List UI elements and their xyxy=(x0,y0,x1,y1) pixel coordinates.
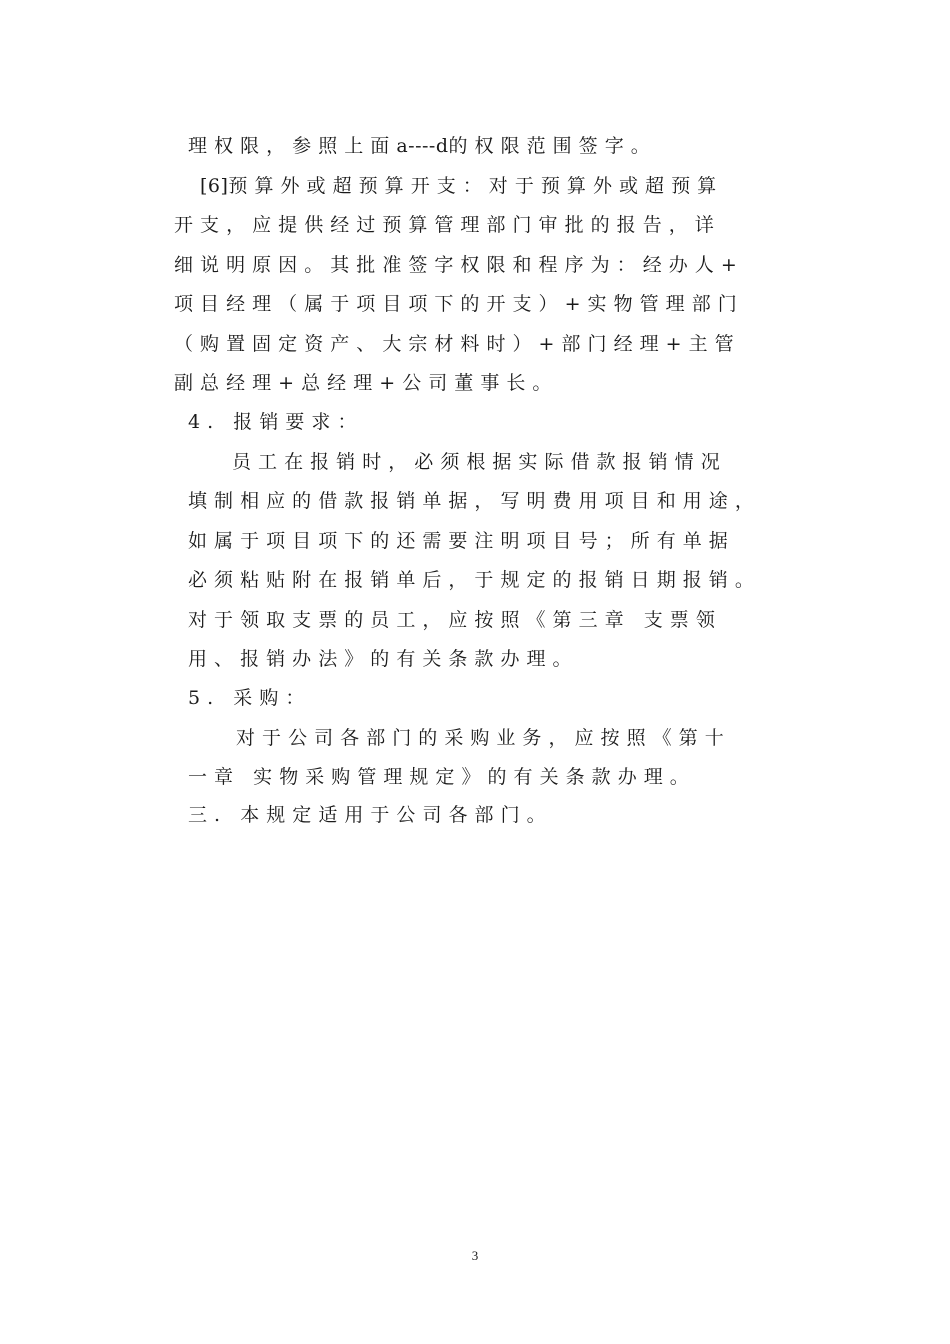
text-line: 填 制 相 应 的 借 款 报 销 单 据 ， 写 明 费 用 项 目 和 用 途 ， xyxy=(188,490,755,512)
text-line: 项 目 经 理 （ 属 于 项 目 项 下 的 开 支 ） + 实 物 管 理 部 门 xyxy=(174,293,738,315)
text-line: 开 支 ， 应 提 供 经 过 预 算 管 理 部 门 审 批 的 报 告 ， 详 xyxy=(174,214,715,236)
text-line: 如 属 于 项 目 项 下 的 还 需 要 注 明 项 目 号 ； 所 有 单 据 xyxy=(188,530,729,552)
text-line: 理 权 限 ， 参 照 上 面 a----d的 权 限 范 围 签 字 。 xyxy=(188,135,651,157)
text-line: 对 于 领 取 支 票 的 员 工 ， 应 按 照 《 第 三 章 支 票 领 xyxy=(188,609,716,631)
text-line: 员 工 在 报 销 时 ， 必 须 根 据 实 际 借 款 报 销 情 况 xyxy=(232,451,721,473)
page-number: 3 xyxy=(471,1248,479,1263)
text-line: 必 须 粘 贴 附 在 报 销 单 后 ， 于 规 定 的 报 销 日 期 报 销 。 xyxy=(188,569,755,591)
section-heading: 5 . 采 购 ： xyxy=(188,687,305,709)
section-heading: 三 . 本 规 定 适 用 于 公 司 各 部 门 。 xyxy=(188,804,547,826)
section-heading: 4 . 报 销 要 求 ： xyxy=(188,411,357,433)
text-line: 细 说 明 原 因 。 其 批 准 签 字 权 限 和 程 序 为 ： 经 办 人 + xyxy=(174,254,738,276)
text-line: 副 总 经 理 + 总 经 理 + 公 司 董 事 长 。 xyxy=(174,372,552,394)
text-line: （ 购 置 固 定 资 产 、 大 宗 材 料 时 ） + 部 门 经 理 + 主 管 xyxy=(174,333,735,355)
text-line: 一 章 实 物 采 购 管 理 规 定 》 的 有 关 条 款 办 理 。 xyxy=(188,766,690,788)
text-line: 对 于 公 司 各 部 门 的 采 购 业 务 ， 应 按 照 《 第 十 xyxy=(236,727,725,749)
text-line: [6]预 算 外 或 超 预 算 开 支 ： 对 于 预 算 外 或 超 预 算 xyxy=(200,175,717,197)
text-line: 用 、 报 销 办 法 》 的 有 关 条 款 办 理 。 xyxy=(188,648,573,670)
